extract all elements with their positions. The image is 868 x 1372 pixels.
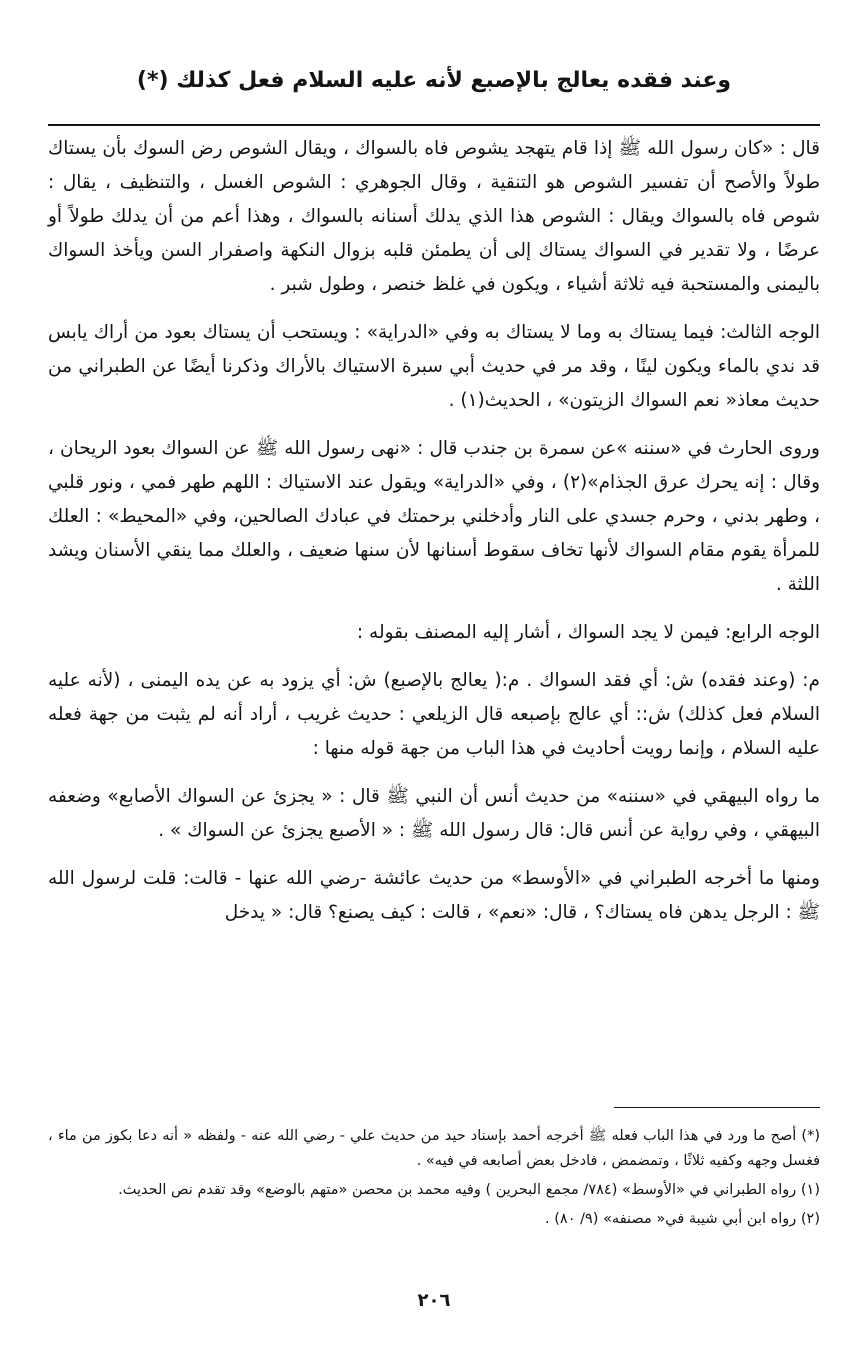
- book-page: [48, 0, 820, 1372]
- paragraph-5: م: (وعند فقده) ش: أي فقد السواك . م:( يعالج بالإصبع) ش: أي يزود به عن يده اليمنى ، (لأنه عليه السلام فعل كذلك) ش:: أي عالج بإصبعه قال الزيلعي : حديث غريب ، أراد أنه لم يثبت من جهة فعله عليه السلام ، وإنما رويت أحاديث في هذا الباب من جهة قوله منها :: [48, 670, 820, 759]
- page-header: وعند فقده يعالج بالإصبع لأنه عليه السلام فعل كذلك (*): [136, 68, 732, 93]
- footnote-star: (*) أصح ما ورد في هذا الباب فعله ﷺ أخرجه أحمد بإسناد حيد من حديث علي - رضي الله عنه - ولفظه « أنه دعا بكوز من ماء ، فغسل وجهه وكفيه ثلاثًا ، وتمضمض ، فادخل بعض أصابعه في فيه» .: [48, 1128, 820, 1169]
- footnote-1: (١) رواه الطبراني في «الأوسط» (٧٨٤/ مجمع البحرين ) وفيه محمد بن محصن «متهم بالوضع» وقد تقدم نص الحديث.: [118, 1182, 820, 1198]
- paragraph-3: وروى الحارث في «سننه »عن سمرة بن جندب قال : «نهى رسول الله ﷺ عن السواك بعود الريحان ، وقال : إنه يحرك عرق الجذام»(٢) ، وفي «الدراية» ويقول عند الاستياك : اللهم طهر فمي ، ونور قلبي ، وطهر بدني ، وحرم جسدي على النار وأدخلني برحمتك في عبادك الصالحين، وفي «المحيط» : العلك للمرأة يقوم مقام السواك لأنها تخاف سقوط أسنانها لأن سنها ضعيف ، والعلك مما ينقي الأسنان ويشد اللثة .: [48, 438, 820, 595]
- paragraph-6: ما رواه البيهقي في «سننه» من حديث أنس أن النبي ﷺ قال : « يجزئ عن السواك الأصابع» وضعفه البيهقي ، وفي رواية عن أنس قال: قال رسول الله ﷺ : « الأصبع يجزئ عن السواك » .: [48, 786, 820, 841]
- paragraph-1: قال : «كان رسول الله ﷺ إذا قام يتهجد يشوص فاه بالسواك ، ويقال الشوص رض السوك بأن يستاك طولاً والأصح أن تفسير الشوص هو التنقية ، وقال الجوهري : الشوص الغسل ، والتنظيف ، يقال : شوص فاه بالسواك ويقال : الشوص هذا الذي يدلك أسنانه بالسواك ، وهذا أعم من أن يدلك طولاً أو عرضًا ، ولا تقدير في السواك يستاك إلى أن يطمئن قلبه بزوال النكهة واصفرار السن ويأخذ السواك باليمنى والمستحبة فيه ثلاثة أشياء ، ويكون في غلظ خنصر ، وطول شبر .: [48, 138, 820, 295]
- paragraph-2: الوجه الثالث: فيما يستاك به وما لا يستاك به وفي «الدراية» : ويستحب أن يستاك بعود من أراك يابس قد ندي بالماء ويكون لينًا ، وقد مر في حديث أبي سبرة الاستياك بالأراك وذكرنا أيضًا عن الطبراني من حديث معاذ« نعم السواك الزيتون» ، الحديث(١) .: [48, 322, 820, 411]
- paragraph-4: الوجه الرابع: فيمن لا يجد السواك ، أشار إليه المصنف بقوله :: [356, 622, 820, 643]
- page-number: ٢٠٦: [417, 1290, 451, 1311]
- main-text: [48, 132, 820, 930]
- footnote-2: (٢) رواه ابن أبي شيبة في« مصنفه» (٩/ ٨٠) .: [545, 1211, 820, 1227]
- footnote-rule: [614, 1107, 820, 1108]
- header-rule: [48, 124, 820, 126]
- paragraph-7: ومنها ما أخرجه الطبراني في «الأوسط» من حديث عائشة -رضي الله عنها - قالت: قلت لرسول الله ﷺ : الرجل يدهن فاه يستاك؟ ، قال: «نعم» ، قالت : كيف يصنع؟ قال: « يدخل: [48, 868, 820, 923]
- footnotes: [48, 1124, 820, 1236]
